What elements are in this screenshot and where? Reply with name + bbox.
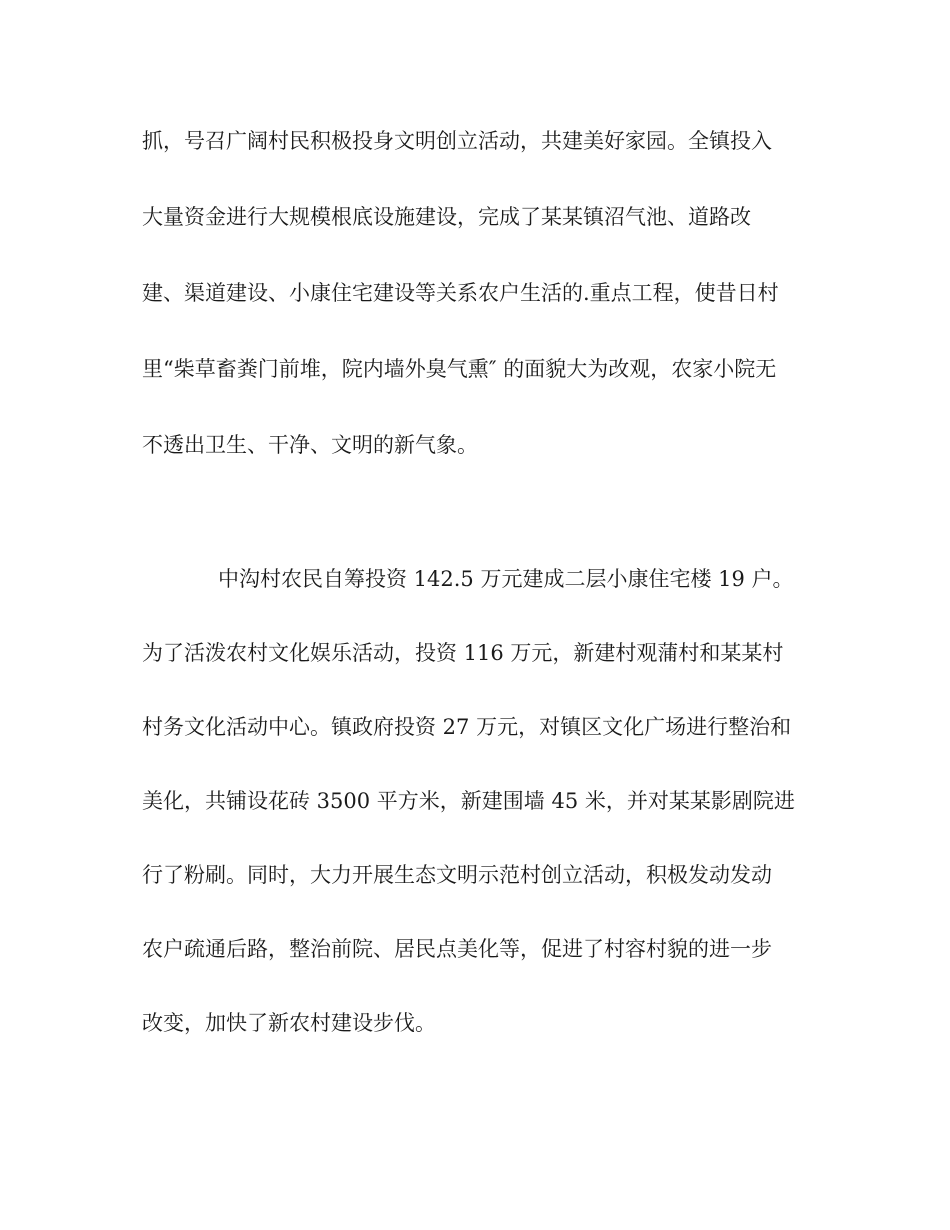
text-line-indented: 中沟村农民自筹投资 142.5 万元建成二层小康住宅楼 19 户。	[218, 567, 794, 591]
text-line: 行了粉刷。同时，大力开展生态文明示范村创立活动，积极发动发动	[142, 863, 772, 887]
text-line: 村务文化活动中心。镇政府投资 27 万元，对镇区文化广场进行整治和	[142, 715, 792, 739]
text-line: 不透出卫生、干净、文明的新气象。	[142, 433, 478, 457]
text-line: 里“柴草畜粪门前堆，院内墙外臭气熏″ 的面貌大为改观，农家小院无	[142, 357, 777, 381]
text-line: 抓，号召广阔村民积极投身文明创立活动，共建美好家园。全镇投入	[142, 129, 772, 153]
text-line: 改变，加快了新农村建设步伐。	[142, 1011, 436, 1035]
text-line: 为了活泼农村文化娱乐活动，投资 116 万元，新建村观蒲村和某某村	[142, 641, 784, 665]
text-line: 美化，共铺设花砖 3500 平方米，新建围墙 45 米，并对某某影剧院进	[142, 789, 795, 813]
text-line: 大量资金进行大规模根底设施建设，完成了某某镇沼气池、道路改	[142, 205, 751, 229]
text-line: 农户疏通后路，整治前院、居民点美化等，促进了村容村貌的进一步	[142, 937, 772, 961]
text-line: 建、渠道建设、小康住宅建设等关系农户生活的.重点工程，使昔日村	[142, 281, 779, 305]
